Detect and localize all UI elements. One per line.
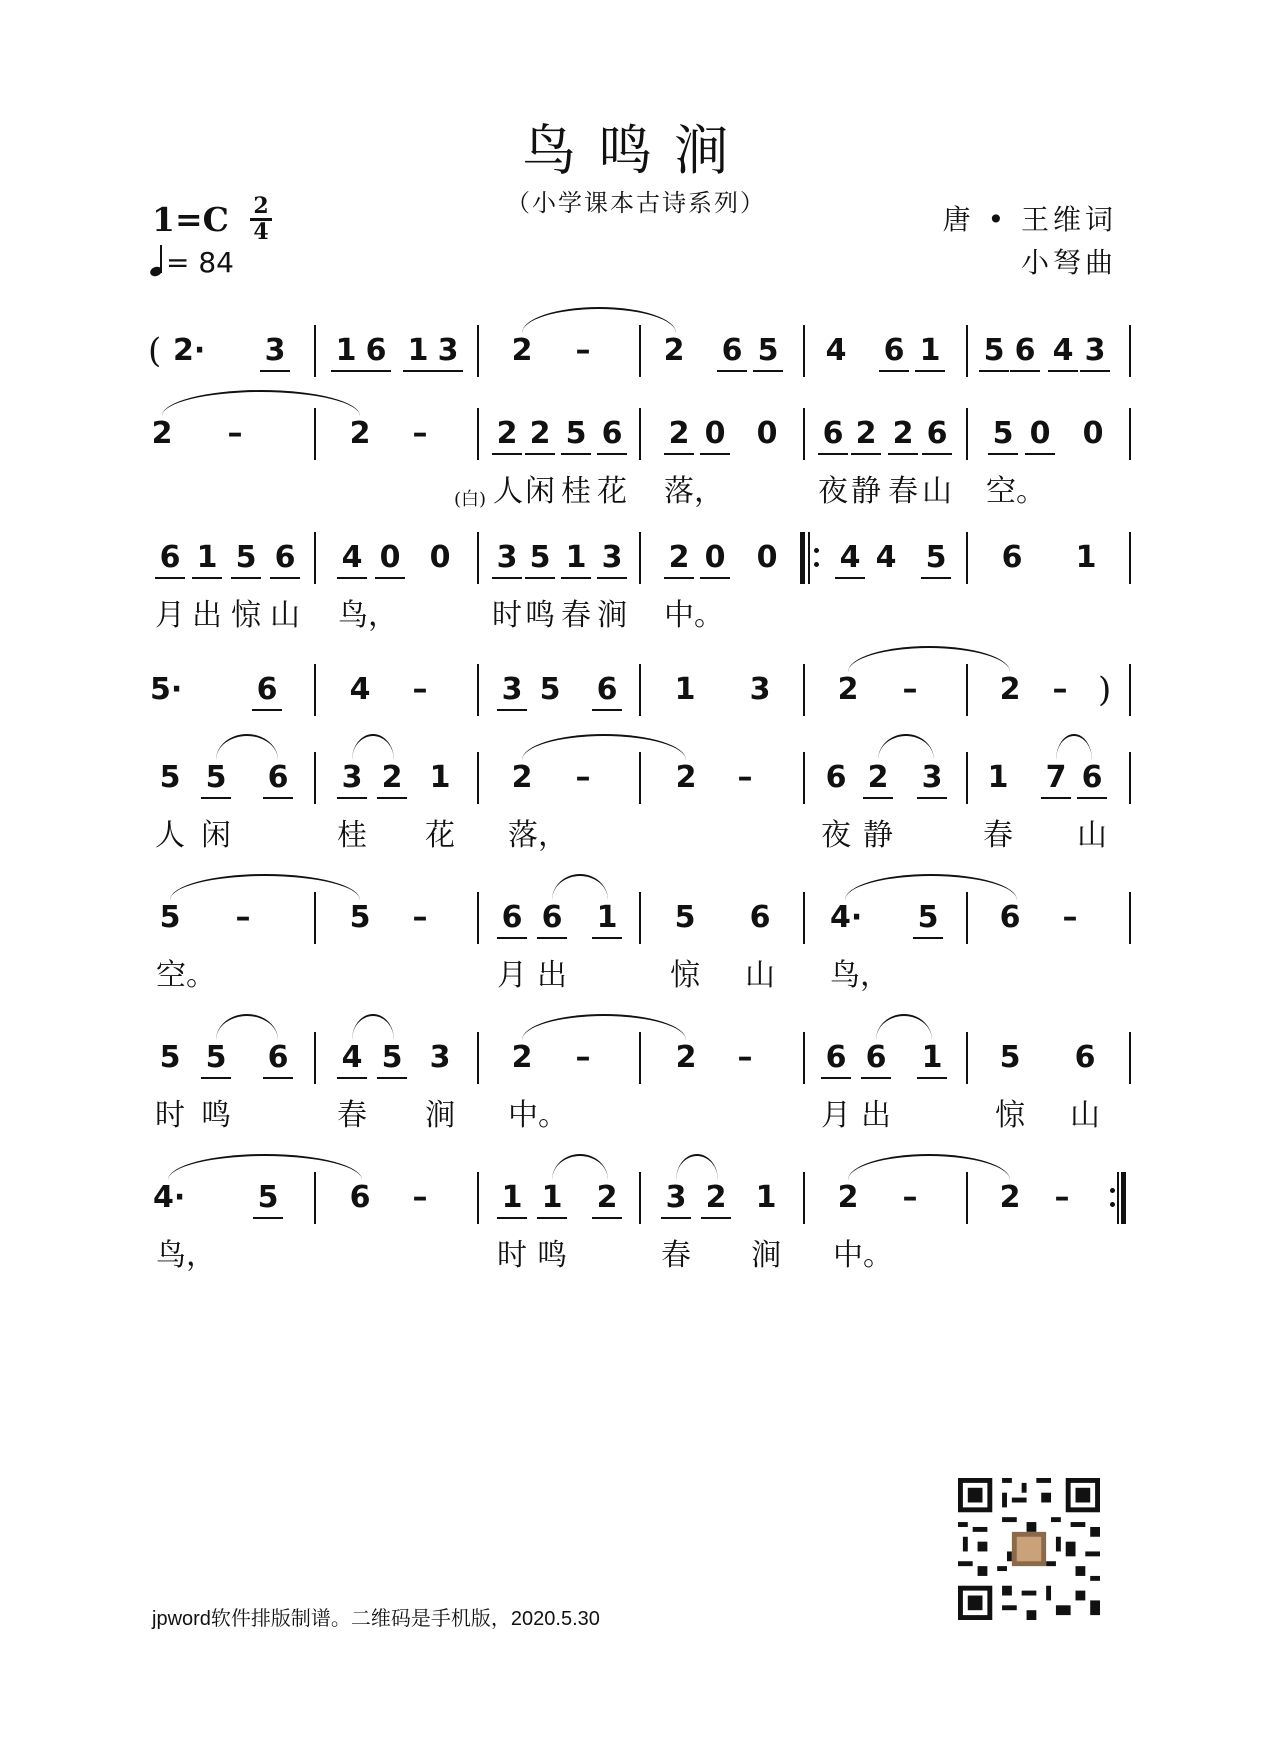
dash: – — [575, 333, 591, 368]
note: 6 — [537, 900, 567, 939]
lyric: 山 — [745, 958, 775, 993]
lyric: 花 — [597, 474, 627, 509]
lyric: 涧 — [425, 1098, 455, 1133]
lyric: 涧 — [597, 598, 627, 633]
note: 6 — [155, 540, 185, 579]
repeat-end-barline — [1110, 1172, 1126, 1224]
note: 5 — [921, 540, 951, 579]
lyric: 月 — [497, 958, 527, 993]
lyric: 涧 — [751, 1238, 781, 1273]
time-signature-top: 2 — [253, 193, 269, 219]
note: 5 — [913, 900, 943, 939]
note: 0 — [700, 540, 730, 579]
note: 2 — [492, 416, 522, 455]
lyric: 花 — [425, 818, 455, 853]
lyric: 人 — [493, 474, 523, 509]
note: 1 — [331, 333, 361, 372]
note: 5 — [349, 900, 371, 935]
note: 2 — [675, 1040, 697, 1075]
tie-arc — [552, 874, 608, 900]
lyric: 落， — [508, 818, 568, 853]
lyric: 空。 — [986, 474, 1046, 509]
lyric: 鸟， — [830, 958, 890, 993]
note: 5 — [231, 540, 261, 579]
dash: – — [902, 1180, 918, 1215]
tempo-marking — [150, 246, 234, 279]
tie-arc — [552, 1154, 608, 1180]
lyric: 山 — [922, 474, 952, 509]
footer-note: jpword软件排版制谱。二维码是手机版，2020.5.30 — [152, 1608, 600, 1630]
note: 1 — [537, 1180, 567, 1219]
dash: – — [412, 416, 428, 451]
score-system-7 — [0, 1032, 1272, 1142]
lyric: 山 — [1070, 1098, 1100, 1133]
time-signature — [250, 193, 272, 245]
tie-arc — [676, 1154, 718, 1180]
note: 4· — [830, 900, 863, 935]
lyric: 月 — [821, 1098, 851, 1133]
lyric: 中。 — [664, 598, 724, 633]
note: 0 — [756, 416, 778, 451]
note: 2 — [863, 760, 893, 799]
lyric: 桂 — [337, 818, 367, 853]
lyric: 鸟， — [338, 598, 398, 633]
note: 1 — [497, 1180, 527, 1219]
subtitle: （小学课本古诗系列） — [506, 189, 766, 217]
lyric: 月 — [155, 598, 185, 633]
note: 6 — [263, 1040, 293, 1079]
note: 3 — [492, 540, 522, 579]
note: 2· — [173, 333, 206, 368]
dash: – — [737, 1040, 753, 1075]
note: 2 — [701, 1180, 731, 1219]
note: 3 — [1080, 333, 1110, 372]
note: 2 — [675, 760, 697, 795]
note: 6 — [717, 333, 747, 372]
note: 1 — [1075, 540, 1097, 575]
lyric: 落， — [664, 474, 724, 509]
lyric: 春 — [888, 474, 918, 509]
note: 2 — [664, 540, 694, 579]
lyric: 惊 — [231, 598, 261, 633]
note: 5 — [159, 900, 181, 935]
dash: – — [575, 1040, 591, 1075]
note: 2 — [592, 1180, 622, 1219]
dash: – — [737, 760, 753, 795]
lyric: 中。 — [508, 1098, 568, 1133]
note: 4 — [349, 672, 371, 707]
time-signature-bottom: 4 — [253, 219, 269, 245]
lyric: 静 — [851, 474, 881, 509]
note: 6 — [1001, 540, 1023, 575]
note: 4 — [875, 540, 897, 575]
lyric: 人 — [155, 818, 185, 853]
lyric: 山 — [1077, 818, 1107, 853]
note: 4 — [825, 333, 847, 368]
note: 1 — [403, 333, 433, 372]
repeat-start-barline — [800, 532, 816, 584]
note: 2 — [837, 672, 859, 707]
note: 3 — [497, 672, 527, 711]
note: 6 — [879, 333, 909, 372]
lyric: 闲 — [201, 818, 231, 853]
note: 6 — [749, 900, 771, 935]
note: 4 — [1048, 333, 1078, 372]
lyric: 惊 — [670, 958, 700, 993]
lyric: 闲 — [525, 474, 555, 509]
note: 3 — [429, 1040, 451, 1075]
note: 2 — [663, 333, 685, 368]
lyric: 夜 — [821, 818, 851, 853]
dash: – — [1054, 1180, 1070, 1215]
note: 2 — [377, 760, 407, 799]
tie-arc — [845, 874, 1017, 900]
note: 3 — [433, 333, 463, 372]
lyric: 春 — [337, 1098, 367, 1133]
lyric: 静 — [863, 818, 893, 853]
tie-arc — [216, 1014, 278, 1040]
tempo-value: = 84 — [166, 246, 234, 279]
tie-arc — [170, 874, 360, 900]
note: 5 — [201, 760, 231, 799]
note: 5 — [674, 900, 696, 935]
note: 0 — [429, 540, 451, 575]
dash: – — [902, 672, 918, 707]
dash: – — [575, 760, 591, 795]
lyric: 出 — [192, 598, 222, 633]
note: 1 — [192, 540, 222, 579]
spoken-marker: (白) — [453, 489, 487, 510]
note: 6 — [270, 540, 300, 579]
note: 3 — [749, 672, 771, 707]
note: 6 — [349, 1180, 371, 1215]
lyric: 桂 — [561, 474, 591, 509]
lyric: 空。 — [156, 958, 216, 993]
page-title: 鸟鸣涧 — [522, 119, 750, 182]
note: 2 — [525, 416, 555, 455]
tie-arc — [848, 646, 1010, 672]
note: 2 — [511, 760, 533, 795]
note: 1 — [755, 1180, 777, 1215]
lyric: 山 — [270, 598, 300, 633]
note: 2 — [664, 416, 694, 455]
tie-arc — [522, 307, 676, 333]
note: 1 — [915, 333, 945, 372]
tie-arc — [168, 1154, 362, 1180]
note: 2 — [999, 672, 1021, 707]
lyric: 春 — [661, 1238, 691, 1273]
note: 6 — [361, 333, 391, 372]
note: 3 — [260, 333, 290, 372]
note: 0 — [700, 416, 730, 455]
note: 4 — [835, 540, 865, 579]
note: 6 — [592, 672, 622, 711]
note: 6 — [1077, 760, 1107, 799]
note: 6 — [821, 1040, 851, 1079]
note: 2 — [349, 416, 371, 451]
dash: – — [412, 672, 428, 707]
note: 0 — [1025, 416, 1055, 455]
note: 5 — [525, 540, 555, 579]
note: 3 — [661, 1180, 691, 1219]
note: 1 — [592, 900, 622, 939]
note: 6 — [861, 1040, 891, 1079]
note: 1 — [917, 1040, 947, 1079]
note: 5 — [201, 1040, 231, 1079]
tie-arc — [522, 1014, 686, 1040]
note: 6 — [825, 760, 847, 795]
lyric: 时 — [497, 1238, 527, 1273]
note: 6 — [597, 416, 627, 455]
dash: – — [1052, 672, 1068, 707]
note: 6 — [263, 760, 293, 799]
note: 5 — [253, 1180, 283, 1219]
note: 4· — [153, 1180, 186, 1215]
dash: – — [227, 416, 243, 451]
lyric: 时 — [492, 598, 522, 633]
note: 2 — [837, 1180, 859, 1215]
lyric: 惊 — [995, 1098, 1025, 1133]
note: 2 — [151, 416, 173, 451]
dash: – — [412, 900, 428, 935]
tie-arc — [848, 1154, 1010, 1180]
lyric: 鸣 — [525, 598, 555, 633]
note: 5 — [999, 1040, 1021, 1075]
score-system-6 — [0, 892, 1272, 1002]
note: 3 — [337, 760, 367, 799]
note: 6 — [922, 416, 952, 455]
qr-code-icon[interactable] — [958, 1478, 1100, 1620]
note: 5 — [377, 1040, 407, 1079]
note: 4 — [337, 540, 367, 579]
dash: – — [412, 1180, 428, 1215]
note: 7 — [1041, 760, 1071, 799]
close-parenthesis: ) — [1098, 670, 1112, 710]
tie-arc — [352, 1014, 394, 1040]
note: 6 — [1010, 333, 1040, 372]
lyric: 出 — [861, 1098, 891, 1133]
note: 2 — [888, 416, 918, 455]
note: 6 — [818, 416, 848, 455]
lyric: 出 — [537, 958, 567, 993]
note: 0 — [756, 540, 778, 575]
lyric: 时 — [155, 1098, 185, 1133]
open-parenthesis: ( — [148, 331, 162, 371]
note: 6 — [252, 672, 282, 711]
note: 6 — [1074, 1040, 1096, 1075]
lyric: 春 — [561, 598, 591, 633]
note: 4 — [337, 1040, 367, 1079]
note: 5 — [979, 333, 1009, 372]
score-system-2 — [0, 408, 1272, 518]
note: 3 — [917, 760, 947, 799]
note: 2 — [511, 333, 533, 368]
dash: – — [235, 900, 251, 935]
note: 2 — [999, 1180, 1021, 1215]
composer-credit: 小弩曲 — [1020, 246, 1117, 279]
note: 0 — [1082, 416, 1104, 451]
key-signature: 1=C — [152, 200, 229, 239]
note: 5 — [753, 333, 783, 372]
note: 1 — [429, 760, 451, 795]
note: 5 — [539, 672, 561, 707]
note: 1 — [987, 760, 1009, 795]
lyric: 春 — [983, 818, 1013, 853]
dash: – — [1062, 900, 1078, 935]
note: 5 — [561, 416, 591, 455]
lyric: 中。 — [833, 1238, 893, 1273]
note: 5 — [159, 1040, 181, 1075]
note: 0 — [375, 540, 405, 579]
note: 5· — [150, 672, 183, 707]
note: 2 — [851, 416, 881, 455]
note: 1 — [561, 540, 591, 579]
tie-arc — [876, 1014, 932, 1040]
note: 6 — [999, 900, 1021, 935]
note: 5 — [159, 760, 181, 795]
note: 3 — [597, 540, 627, 579]
lyric: 鸟， — [156, 1238, 216, 1273]
lyric: 夜 — [818, 474, 848, 509]
lyric: 鸣 — [201, 1098, 231, 1133]
note: 6 — [497, 900, 527, 939]
score-system-3 — [0, 532, 1272, 642]
lyric: 鸣 — [537, 1238, 567, 1273]
note: 2 — [511, 1040, 533, 1075]
note: 1 — [674, 672, 696, 707]
score-system-5 — [0, 752, 1272, 862]
note: 5 — [988, 416, 1018, 455]
lyricist-credit: 唐 • 王维词 — [942, 203, 1117, 236]
score-system-8 — [0, 1172, 1272, 1282]
